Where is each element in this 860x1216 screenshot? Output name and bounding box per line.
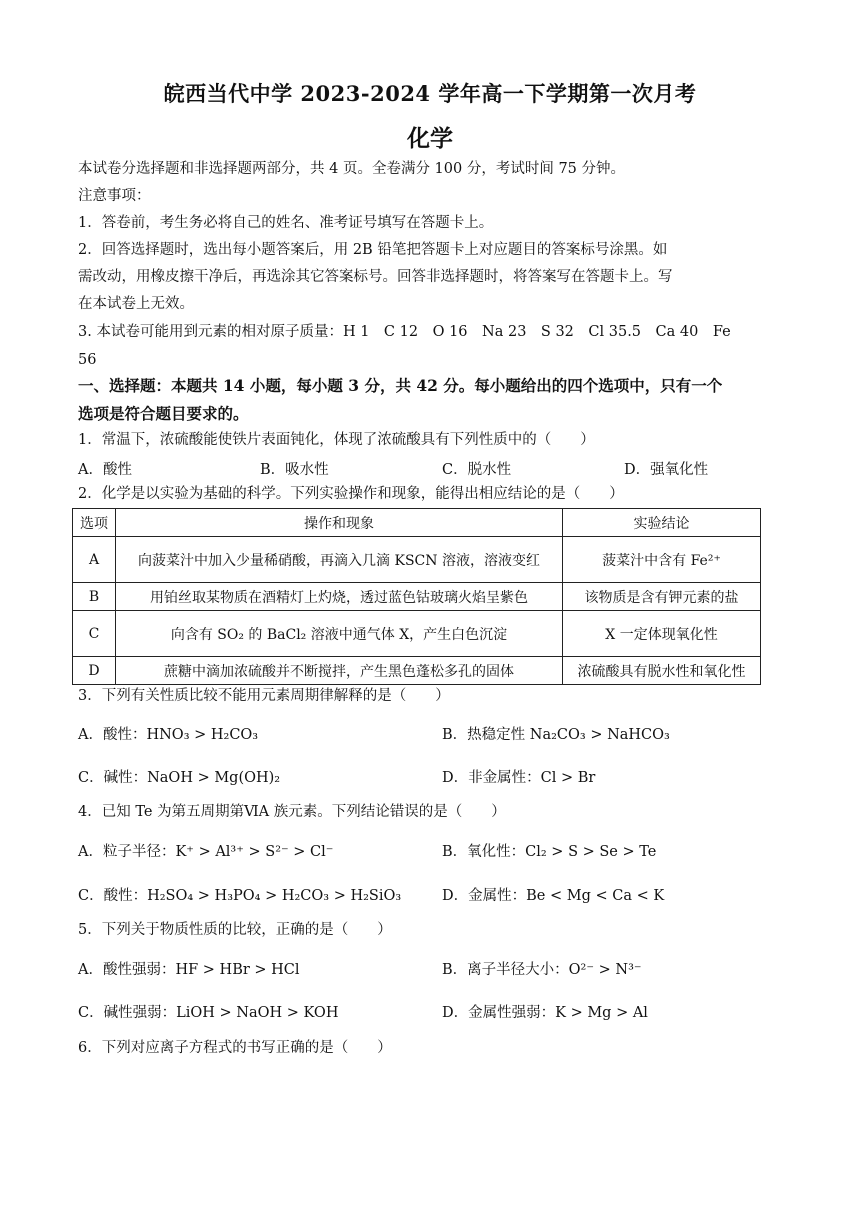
q5-option-a: A．酸性强弱：HF > HBr > HCl bbox=[78, 962, 300, 978]
q4-option-a: A．粒子半径：K⁺ > Al³⁺ > S²⁻ > Cl⁻ bbox=[78, 844, 334, 860]
q1-option-c: C．脱水性 bbox=[442, 462, 512, 478]
q3-option-a: A．酸性：HNO₃ > H₂CO₃ bbox=[78, 727, 259, 743]
table-row bbox=[73, 657, 761, 685]
q1-option-a: A．酸性 bbox=[78, 462, 132, 478]
q1-option-b: B．吸水性 bbox=[260, 462, 329, 478]
notice-2-c: 在本试卷上无效。 bbox=[78, 296, 194, 312]
row-conclusion: 浓硫酸具有脱水性和氧化性 bbox=[563, 657, 761, 685]
col-header-operation: 操作和现象 bbox=[116, 509, 563, 537]
q6-stem: 6．下列对应离子方程式的书写正确的是（ ） bbox=[78, 1040, 392, 1056]
q3-option-c: C．碱性：NaOH > Mg(OH)₂ bbox=[78, 770, 281, 786]
table-row bbox=[73, 583, 761, 611]
q3-stem: 3．下列有关性质比较不能用元素周期律解释的是（ ） bbox=[78, 688, 450, 704]
q3-option-d: D．非金属性：Cl > Br bbox=[442, 770, 596, 786]
notice-3-a: 3. 本试卷可能用到元素的相对原子质量：H 1 C 12 O 16 Na 23 S 32 Cl 35.5 Ca 40 Fe bbox=[78, 324, 731, 340]
notice-2-a: 2．回答选择题时，选出每小题答案后，用 2B 铅笔把答题卡上对应题目的答案标号涂黑。如 bbox=[78, 242, 668, 258]
col-header-option: 选项 bbox=[73, 509, 116, 537]
row-conclusion: 菠菜汁中含有 Fe²⁺ bbox=[563, 537, 761, 583]
row-operation: 用铂丝取某物质在酒精灯上灼烧，透过蓝色钴玻璃火焰呈紫色 bbox=[116, 583, 563, 611]
row-operation: 向含有 SO₂ 的 BaCl₂ 溶液中通气体 X，产生白色沉淀 bbox=[116, 611, 563, 657]
row-option: D bbox=[73, 657, 116, 685]
q1-stem: 1．常温下，浓硫酸能使铁片表面钝化，体现了浓硫酸具有下列性质中的（ ） bbox=[78, 432, 595, 448]
q4-stem: 4．已知 Te 为第五周期第ⅥA 族元素。下列结论错误的是（ ） bbox=[78, 804, 506, 820]
notice-2-b: 需改动，用橡皮擦干净后，再选涂其它答案标号。回答非选择题时，将答案写在答题卡上。写 bbox=[78, 269, 673, 285]
table-header-row bbox=[73, 509, 761, 537]
exam-title: 皖西当代中学 2023-2024 学年高一下学期第一次月考 bbox=[163, 81, 697, 106]
row-option: A bbox=[73, 537, 116, 583]
section-heading-1: 一、选择题：本题共 14 小题，每小题 3 分，共 42 分。每小题给出的四个选项中，只有一个 bbox=[78, 376, 723, 395]
section-heading-2: 选项是符合题目要求的。 bbox=[78, 404, 249, 423]
intro-line: 本试卷分选择题和非选择题两部分，共 4 页。全卷满分 100 分，考试时间 75 分钟。 bbox=[78, 161, 626, 177]
row-conclusion: 该物质是含有钾元素的盐 bbox=[563, 583, 761, 611]
row-option: B bbox=[73, 583, 116, 611]
q5-option-c: C．碱性强弱：LiOH > NaOH > KOH bbox=[78, 1005, 339, 1021]
q5-option-b: B．离子半径大小：O²⁻ > N³⁻ bbox=[442, 962, 642, 978]
row-conclusion: X 一定体现氧化性 bbox=[563, 611, 761, 657]
q1-option-d: D．强氧化性 bbox=[624, 462, 709, 478]
subject-title: 化学 bbox=[407, 125, 453, 152]
q4-option-c: C．酸性：H₂SO₄ > H₃PO₄ > H₂CO₃ > H₂SiO₃ bbox=[78, 888, 402, 904]
notice-title: 注意事项： bbox=[78, 188, 151, 204]
notice-3-b: 56 bbox=[78, 352, 97, 368]
table-row bbox=[73, 537, 761, 583]
col-header-conclusion: 实验结论 bbox=[563, 509, 761, 537]
row-operation: 向菠菜汁中加入少量稀硝酸，再滴入几滴 KSCN 溶液，溶液变红 bbox=[116, 537, 563, 583]
row-option: C bbox=[73, 611, 116, 657]
q5-stem: 5．下列关于物质性质的比较，正确的是（ ） bbox=[78, 922, 392, 938]
q4-option-b: B．氧化性：Cl₂ > S > Se > Te bbox=[442, 844, 657, 860]
q5-option-d: D．金属性强弱：K > Mg > Al bbox=[442, 1005, 648, 1021]
notice-1: 1．答卷前，考生务必将自己的姓名、准考证号填写在答题卡上。 bbox=[78, 215, 494, 231]
table-row bbox=[73, 611, 761, 657]
q2-stem: 2．化学是以实验为基础的科学。下列实验操作和现象，能得出相应结论的是（ ） bbox=[78, 486, 624, 502]
q4-option-d: D．金属性：Be < Mg < Ca < K bbox=[442, 888, 665, 904]
row-operation: 蔗糖中滴加浓硫酸并不断搅拌，产生黑色蓬松多孔的固体 bbox=[116, 657, 563, 685]
q3-option-b: B．热稳定性 Na₂CO₃ > NaHCO₃ bbox=[442, 727, 670, 743]
experiment-table bbox=[72, 508, 761, 685]
